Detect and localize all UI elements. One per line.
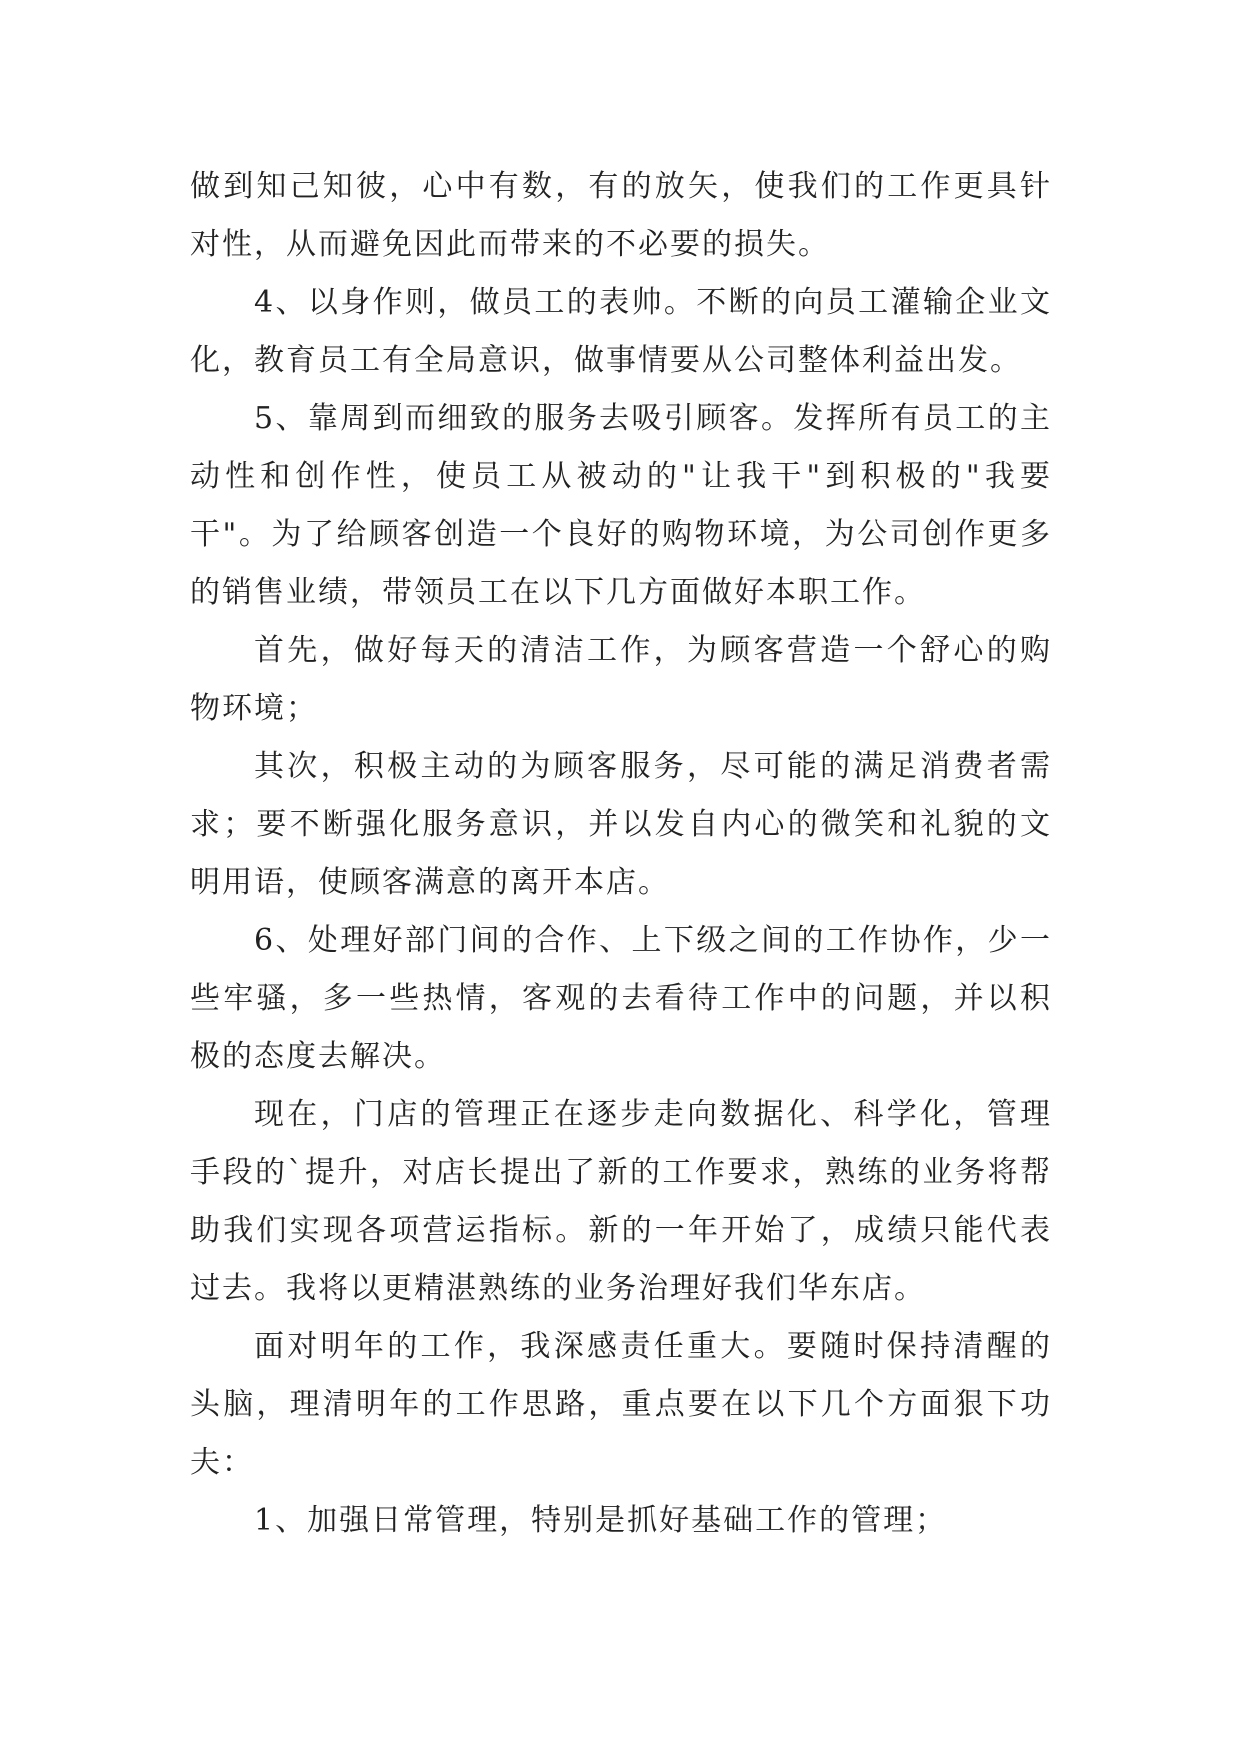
paragraph-1: 做到知己知彼，心中有数，有的放矢，使我们的工作更具针对性，从而避免因此而带来的不必要的损失。 bbox=[190, 169, 1052, 262]
document-body bbox=[190, 158, 1052, 1550]
paragraph-4: 首先，做好每天的清洁工作，为顾客营造一个舒心的购物环境； bbox=[190, 633, 1052, 726]
paragraph-2: 4、以身作则，做员工的表帅。不断的向员工灌输企业文化，教育员工有全局意识，做事情要从公司整体利益出发。 bbox=[190, 285, 1052, 378]
paragraph-7: 现在，门店的管理正在逐步走向数据化、科学化，管理手段的`提升，对店长提出了新的工作要求，熟练的业务将帮助我们实现各项营运指标。新的一年开始了，成绩只能代表过去。我将以更精湛熟练的业务治理好我们华东店。 bbox=[190, 1097, 1052, 1306]
paragraph-3: 5、靠周到而细致的服务去吸引顾客。发挥所有员工的主动性和创作性，使员工从被动的"让我干"到积极的"我要干"。为了给顾客创造一个良好的购物环境，为公司创作更多的销售业绩，带领员工在以下几方面做好本职工作。 bbox=[190, 401, 1052, 610]
paragraph-5: 其次，积极主动的为顾客服务，尽可能的满足消费者需求；要不断强化服务意识，并以发自内心的微笑和礼貌的文明用语，使顾客满意的离开本店。 bbox=[190, 749, 1052, 900]
paragraph-9: 1、加强日常管理，特别是抓好基础工作的管理； bbox=[254, 1503, 948, 1538]
paragraph-8: 面对明年的工作，我深感责任重大。要随时保持清醒的头脑，理清明年的工作思路，重点要在以下几个方面狠下功夫： bbox=[190, 1329, 1052, 1480]
paragraph-6: 6、处理好部门间的合作、上下级之间的工作协作，少一些牢骚，多一些热情，客观的去看待工作中的问题，并以积极的态度去解决。 bbox=[190, 923, 1052, 1074]
